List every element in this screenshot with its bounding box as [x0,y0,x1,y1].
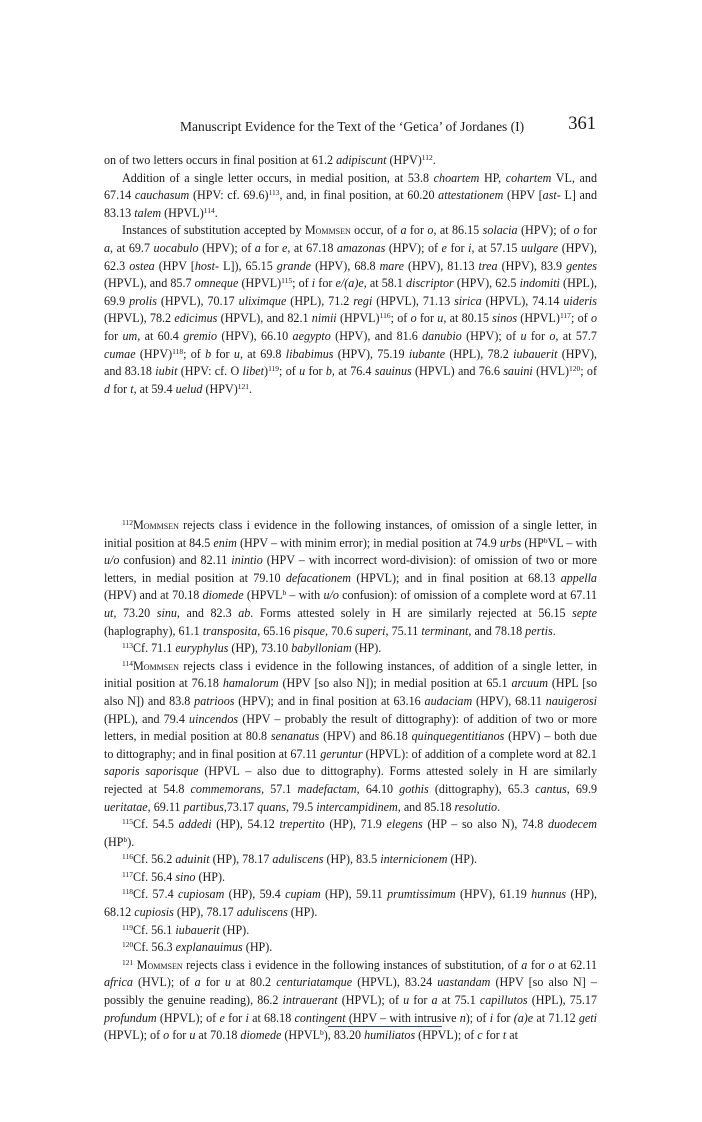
footnote: $^{118}$Cf. 57.4 cupiosam (HP), 59.4 cupiam (HP), 59.11 prumtissimum (HPV), 61.19 hunnus (HP), 68.12 cupiosis (HP), 78.17 aduliscens (HP). [104,887,597,920]
body-paragraph: Instances of substitution accepted by Mommsen occur, of a for o, at 86.15 solacia (HPV); of o for a, at 69.7 uocabulo (HPV); of a for e, at 67.18 amazonas (HPV); of e for i, at 57.15 uulgare (HPV), 62.3 ostea (HPV [host- L]), 65.15 grande (HPV), 68.8 mare (HPV), 81.13 trea (HPV), 83.9 gentes (HPVL), and 85.7 omneque (HPVL)$^{115}$; of i for e/(a)e, at 58.1 discriptor (HPV), 62.5 indomiti (HPL), 69.9 prolis (HPVL), 70.17 uliximque (HPL), 71.2 regi (HPVL), 71.13 sirica (HPVL), 74.14 uideris (HPVL), 78.2 edicimus (HPVL), and 82.1 nimii (HPVL)$^{116}$; of o for u, at 80.15 sinos (HPVL)$^{117}$; of o for um, at 60.4 gremio (HPV), 66.10 aegypto (HPV), and 81.6 danubio (HPV); of u for o, at 57.7 cumae (HPV)$^{118}$; of b for u, at 69.8 libabimus (HPV), 75.19 iubante (HPL), 78.2 iubauerit (HPV), and 83.18 iubit (HPV: cf. O libet)$^{119}$; of u for b, at 76.4 sauinus (HPVL) and 76.6 sauini (HVL)$^{120}$; of d for t, at 59.4 uelud (HPV)$^{121}$. [104,223,598,396]
bottom-rule [328,1026,442,1027]
footnotes [104,517,597,1045]
footnote: $^{113}$Cf. 71.1 euryphylus (HP), 73.10 babylloniam (HP). [122,641,382,656]
footnote: $^{117}$Cf. 56.4 sino (HP). [122,869,226,884]
footnote: $^{116}$Cf. 56.2 aduinit (HP), 78.17 aduliscens (HP), 83.5 internicionem (HP). [122,852,477,867]
footnote: $^{115}$Cf. 54.5 addedi (HP), 54.12 trepertito (HP), 71.9 elegens (HP – so also N), 74.8 duodecem $(HP^b)$. [104,817,597,849]
body-paragraph: Addition of a single letter occurs, in medial position, at 53.8 choartem HP, cohartem VL, and 67.14 cauchasum (HPV: cf. 69.6)$^{113}$, and, in final position, at 60.20 attestationem (HPV [ast- L] and 83.13 talem (HPVL)$^{114}$. [104,170,598,220]
footnote: $^{119}$Cf. 56.1 iubauerit (HP). [122,922,250,937]
footnote: $^{120}$Cf. 56.3 explanauimus (HP). [122,940,273,955]
main-text [104,152,597,398]
page-number: 361 [568,114,596,134]
footnote: $^{112}$Mommsen rejects class i evidence in the following instances, of omission of a single letter, in initial position at 84.5 enim (HPV – with minim error); in medial position at 74.9 urbs ($HP^bVL$ – with u/o confusion) and 82.11 inintio (HPV – with incorrect word-division): of omission of two or more letters, in medial position at 79.10 defacationem (HPVL); and in final position at 68.13 appella (HPV) and at 70.18 diomede (HPVL$^b$ – with u/o confusion): of omission of a complete word at 67.11 ut, 73.20 sinu, and 82.3 ab. Forms attested solely in H are similarly rejected at 56.15 septe (haplography), 61.1 transposita, 65.16 pisque, 70.6 superi, 75.11 terminant, and 78.18 pertis. [104,518,597,638]
running-head [104,114,598,140]
footnote: $^{114}$Mommsen rejects class i evidence in the following instances, of addition of a single letter, in initial position at 76.18 hamalorum (HPV [so also N]); in medial position at 65.1 arcuum (HPL [so also N]) and 83.8 patrioos (HPV); and in final position at 63.16 audaciam (HPV), 68.11 nauigerosi (HPL), and 79.4 uincendos (HPV – probably the result of dittography): of addition of two or more letters, in medial position at 80.8 senanatus (HPV) and 86.18 quinquegentitianos (HPV) – both due to dittography; and in final position at 67.11 geruntur (HPVL): of addition of a complete word at 82.1 saporis saporisque (HPVL – also due to dittography). Forms attested solely in H are similarly rejected at 54.8 commemorans, 57.1 madefactam, 64.10 gothis (dittography), 65.3 cantus, 69.9 ueritatae, 69.11 partibus,73.17 quans, 79.5 intercampidinem, and 85.18 resolutio. [104,658,598,814]
footnote: $^{121}$ Mommsen rejects class i evidence in the following instances of substitution, of a for o at 62.11 africa (HVL); of a for u at 80.2 centuriatamque (HPVL), 83.24 uastandam (HPV [so also N] – possibly the genuine reading), 86.2 intrauerant (HPVL); of u for a at 75.1 capillutos (HPL), 75.17 profundum (HPVL); of e for i at 68.18 contingent (HPV – with intrusive n); of i for (a)e at 71.12 geti (HPVL); of o for u at 70.18 diomede (HPVL$^b$), 83.20 humiliatos (HPVL); of c for t at [104,957,598,1043]
running-title: Manuscript Evidence for the Text of the ‘Getica’ of Jordanes (I) [180,119,525,134]
body-paragraph: on of two letters occurs in final position at 61.2 adipiscunt (HPV)$^{112}$. [104,153,436,167]
